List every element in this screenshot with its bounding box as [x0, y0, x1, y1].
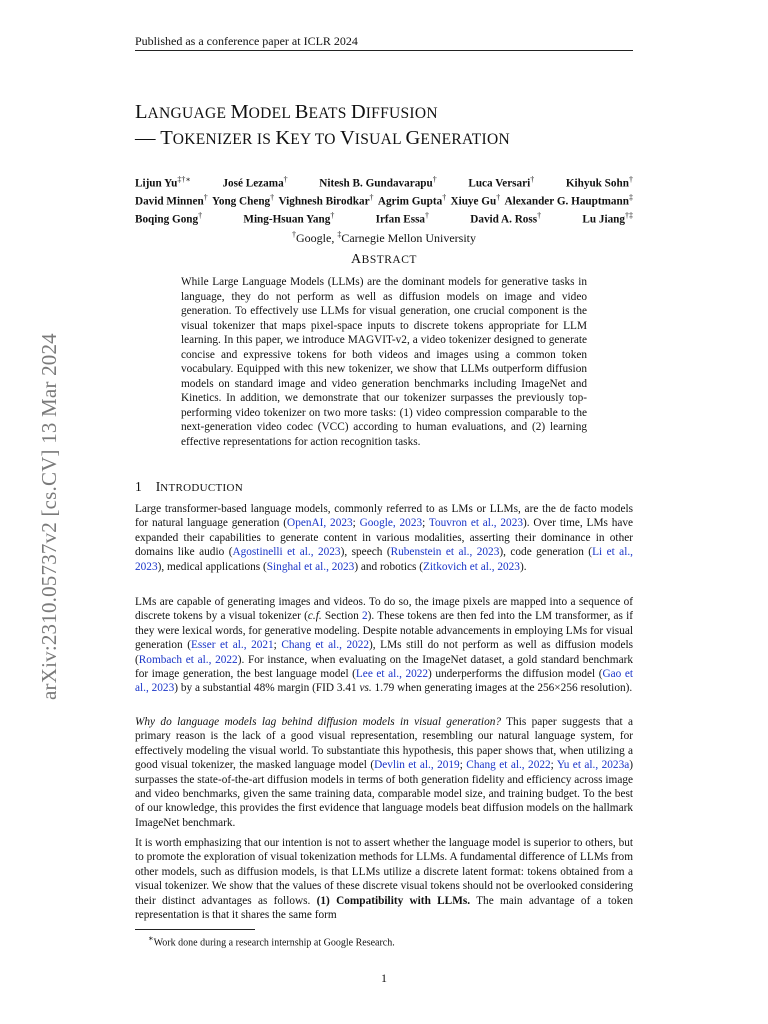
text-run: ), LMs still do not perform as well as diffusion models ( — [135, 639, 634, 666]
text-run: ), code generation ( — [499, 546, 593, 559]
citation-link[interactable]: 2 — [361, 610, 368, 623]
citation-link[interactable]: Yu et al., 2023a — [556, 759, 630, 772]
text-run: Why do language models lag behind diffusion models in visual generation? — [135, 716, 502, 728]
text-run: ) by a substantial 48% margin (FID 3.41 — [174, 682, 360, 695]
citation-link[interactable]: Singhal et al., 2023 — [266, 560, 355, 573]
paper-title-line-2 — [135, 127, 655, 150]
intro-paragraph-3 — [135, 715, 633, 830]
author-name: Kihyuk Sohn† — [565, 175, 633, 190]
text-run: LMs are capable of generating images and videos. To do so, the image pixels are mapped into a sequence of discrete tokens by a visual tokenizer ( — [135, 596, 633, 623]
text-run: ). For instance, when evaluating on the ImageNet dataset, a gold standard benchmark for image generation, the best language model ( — [135, 653, 633, 681]
abstract-text: While Large Language Models (LLMs) are the dominant models for generative tasks in language, they do not perform as well as diffusion models on image and video generation. To effectively use LLMs for visual generation, one crucial component is the visual tokenizer that maps pixel-space inputs to discrete tokens appropriate for LLM learning. In this paper, we introduce MAGVIT-v2, a video tokenizer designed to generate concise and expressive tokens for both videos and images using a common token vocabulary. Equipped with this new tokenizer, we show that LLMs outperform diffusion models on standard image and video generation benchmarks including ImageNet and Kinetics. In addition, we demonstrate that our tokenizer surpasses the previously top-performing video tokenizer on two more tasks: (1) video compression comparable to the next-generation video codec (VCC) according to human evaluations, and (2) learning effective representations for action recognition tasks. — [181, 276, 587, 448]
citation-link[interactable]: Gao et al., 2023 — [135, 668, 633, 695]
text-run: ) underperforms the diffusion model ( — [428, 668, 603, 681]
author-name: Yong Cheng† — [212, 193, 275, 208]
author-name: Nitesh B. Gundavarapu† — [319, 175, 437, 190]
text-run: NTRODUCTION — [160, 482, 243, 494]
author-name: Lu Jiang†‡ — [582, 211, 633, 226]
author-row — [135, 193, 633, 208]
text-run: It is worth emphasizing that our intention is not to assert whether the language model is superior to others, but to promote the exploration of visual tokenization methods for LLMs. A fundamental difference of LLMs from other models, such as diffusion models, is that LLMs utilize a discrete latent format: tokens obtained from a visual tokenizer. We show that the values of these discrete visual tokens should not be overlooked considering their distinct advantages as follows. — [135, 837, 633, 907]
footnote-rule — [135, 929, 255, 930]
citation-link[interactable]: Lee et al., 2022 — [355, 668, 429, 681]
author-name: David Minnen† — [135, 193, 208, 208]
text-run: ; — [459, 759, 467, 772]
section-heading-introduction — [135, 479, 243, 495]
text-run: The main advantage of a token representation is that it shares the same form — [135, 894, 633, 922]
text-run: ). — [519, 560, 527, 573]
author-name: Alexander G. Hauptmann‡ — [504, 193, 633, 208]
citation-link[interactable]: Esser et al., 2021 — [191, 639, 274, 652]
citation-link[interactable]: Devlin et al., 2019 — [374, 759, 460, 772]
text-run: Section — [321, 610, 362, 623]
text-run: K — [275, 127, 291, 149]
affiliations: †Google, ‡Carnegie Mellon University — [292, 230, 476, 245]
author-name: Xiuye Gu† — [450, 193, 501, 208]
citation-link[interactable]: Rubenstein et al., 2023 — [390, 546, 500, 559]
author-name: Vighnesh Birodkar† — [278, 193, 374, 208]
intro-paragraph-1 — [135, 502, 633, 574]
running-header: Published as a conference paper at ICLR 2024 — [135, 34, 358, 48]
text-run: — T — [135, 127, 173, 149]
text-run: D — [350, 101, 366, 123]
text-run: Large transformer-based language models, commonly referred to as LMs or LLMs, are the de facto models for natural language generation ( — [135, 503, 633, 530]
author-name: David A. Ross† — [470, 211, 542, 226]
text-run: I — [155, 479, 161, 494]
citation-link[interactable]: Rombach et al., 2022 — [138, 653, 238, 666]
text-run: ). These tokens are then fed into the LM transformer, as if they were lexical words, for generative modeling. Despite notable advancements in employing LMs for visual generation ( — [135, 610, 633, 652]
text-run: c.f. — [307, 610, 322, 623]
citation-link[interactable]: Chang et al., 2022 — [281, 639, 370, 652]
author-name: Ming-Hsuan Yang† — [243, 211, 335, 226]
text-run: ; — [273, 639, 282, 652]
text-run: IFFUSION — [365, 105, 438, 122]
author-name: Agrim Gupta† — [377, 193, 447, 208]
text-run: ENERATION — [420, 131, 511, 148]
text-run: ) surpasses the state-of-the-art diffusion models in terms of both generation fidelity and efficiency across image and video benchmarks, given the same training data, comparable model size, and training budget. To the best of our knowledge, this provides the first evidence that language models beat diffusion models on the hallmark ImageNet benchmark. — [135, 759, 633, 829]
text-run: ; — [352, 517, 360, 530]
citation-link[interactable]: Zitkovich et al., 2023 — [423, 560, 520, 573]
arxiv-stamp[interactable]: arXiv:2310.05737v2 [cs.CV] 13 Mar 2024 — [37, 333, 61, 700]
text-run: 1.79 when generating images at the 256×256 resolution). — [371, 682, 633, 695]
author-name: Lijun Yu‡†∗ — [135, 175, 191, 190]
citation-link[interactable]: Agostinelli et al., 2023 — [232, 546, 341, 559]
text-run: OKENIZER IS — [172, 131, 276, 148]
author-row — [135, 211, 633, 226]
intro-paragraph-2 — [135, 595, 633, 696]
text-run: A — [351, 252, 362, 267]
author-name: Luca Versari† — [468, 175, 535, 190]
paper-title-line-1 — [135, 101, 655, 124]
citation-link[interactable]: Li et al., 2023 — [135, 546, 633, 573]
text-run: EY TO — [290, 131, 340, 148]
footnote-text: Work done during a research internship at Google Research. — [153, 937, 395, 949]
text-run: ) and robotics ( — [354, 560, 424, 573]
text-run: ISUAL — [354, 131, 406, 148]
text-run: EATS — [308, 105, 351, 122]
abstract-heading — [0, 252, 768, 268]
citation-link[interactable]: Google, 2023 — [359, 517, 423, 530]
text-run: L — [135, 101, 148, 123]
citation-link[interactable]: Touvron et al., 2023 — [428, 517, 524, 530]
citation-link[interactable]: OpenAI, 2023 — [287, 517, 353, 530]
footnote-mark: ∗ — [148, 934, 154, 943]
text-run: G — [405, 127, 421, 149]
text-run: ). Over time, LMs have expanded their capabilities to generate content in various modalities, asserting their dominance in other domains like audio ( — [135, 517, 634, 559]
text-run: ; — [422, 517, 429, 530]
text-run: This paper suggests that a primary reason is the lack of a good visual representation, resembling our natural language system, for effectively modeling the visual world. To substantiate this hypothesis, this paper shows that, when utilizing a good visual tokenizer, the masked language model ( — [135, 716, 633, 772]
text-run: M — [230, 101, 249, 123]
author-row — [135, 175, 633, 190]
text-run: ), medical applications ( — [157, 560, 267, 573]
author-name: José Lezama† — [222, 175, 288, 190]
author-name: Irfan Essa† — [375, 211, 430, 226]
citation-link[interactable]: Chang et al., 2022 — [466, 759, 551, 772]
author-name: Boqing Gong† — [135, 211, 203, 226]
section-title — [156, 479, 243, 494]
section-number: 1 — [135, 479, 142, 494]
text-run: ), speech ( — [340, 546, 391, 559]
text-run: ODEL — [248, 105, 295, 122]
text-run: ; — [550, 759, 557, 772]
intro-paragraph-4 — [135, 836, 633, 922]
text-run: (1) Compatibility with LLMs. — [316, 894, 471, 907]
text-run: ANGUAGE — [147, 105, 231, 122]
text-run: vs. — [359, 682, 372, 695]
footnote — [148, 933, 395, 948]
text-run: V — [339, 127, 355, 149]
header-rule — [135, 50, 633, 51]
text-run: BSTRACT — [361, 254, 417, 266]
text-run: B — [294, 101, 309, 123]
page-number: 1 — [381, 971, 387, 985]
